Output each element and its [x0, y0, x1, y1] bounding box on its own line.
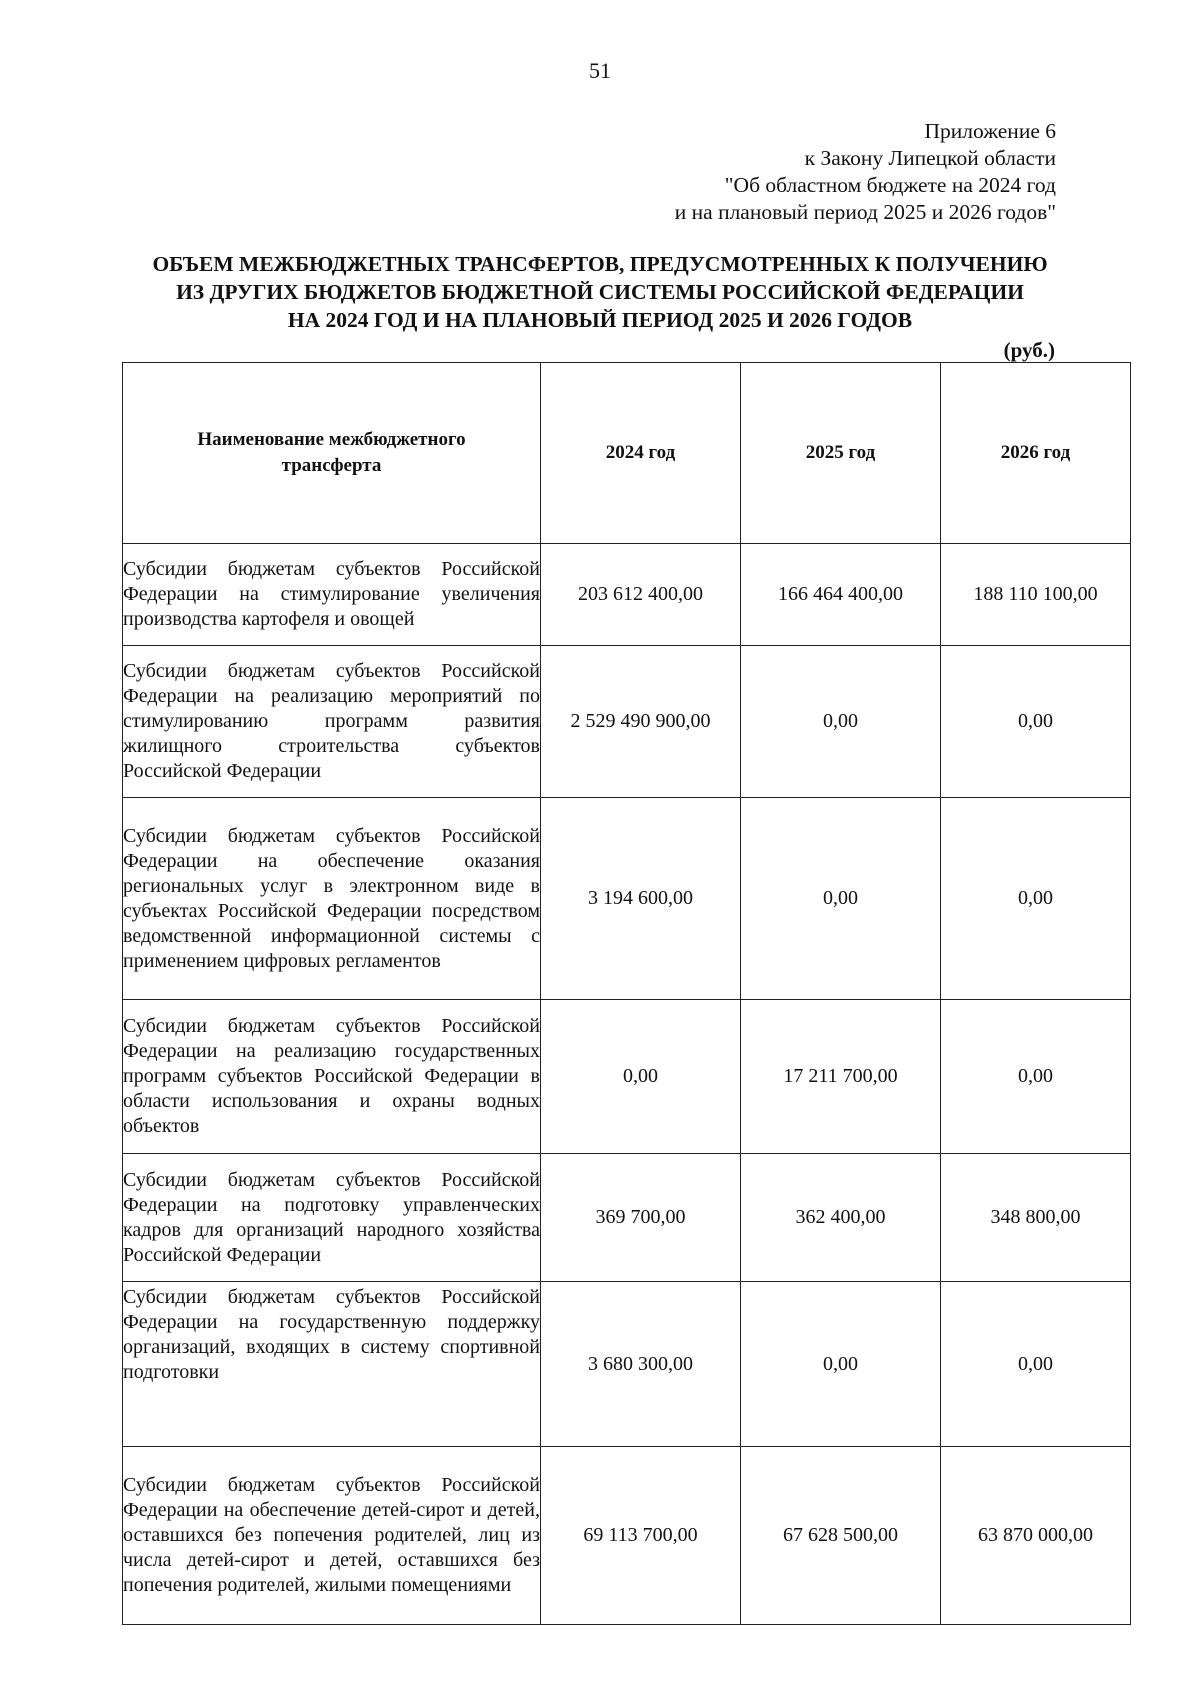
transfer-name: Субсидии бюджетам субъектов Российской Федерации на обеспечение детей-сирот и детей, оставшихся без попечения родителей, лиц из числа детей-сирот и детей, оставшихся без попечения родителей, жилыми помещениями [123, 1447, 541, 1625]
header-transfer-name: Наименование межбюджетного трансферта [123, 363, 541, 544]
amount-2024: 203 612 400,00 [541, 544, 741, 646]
document-title [0, 250, 1200, 334]
table-row [123, 1447, 1131, 1625]
transfer-name: Субсидии бюджетам субъектов Российской Федерации на реализацию государственных программ субъектов Российской Федерации в области использования и охраны водных объектов [123, 1000, 541, 1154]
amount-2025: 0,00 [741, 1282, 941, 1447]
amount-2026: 0,00 [941, 1282, 1131, 1447]
header-year-2024: 2024 год [541, 363, 741, 544]
table-row [123, 646, 1131, 798]
title-line: ИЗ ДРУГИХ БЮДЖЕТОВ БЮДЖЕТНОЙ СИСТЕМЫ РОССИЙСКОЙ ФЕДЕРАЦИИ [176, 280, 1024, 304]
table-row [123, 798, 1131, 1000]
amount-2024: 369 700,00 [541, 1154, 741, 1282]
amount-2026: 0,00 [941, 1000, 1131, 1154]
transfer-name: Субсидии бюджетам субъектов Российской Федерации на государственную поддержку организаций, входящих в систему спортивной подготовки [123, 1282, 541, 1447]
amount-2025: 166 464 400,00 [741, 544, 941, 646]
transfer-name: Субсидии бюджетам субъектов Российской Федерации на стимулирование увеличения производства картофеля и овощей [123, 544, 541, 646]
amount-2026: 188 110 100,00 [941, 544, 1131, 646]
amount-2026: 0,00 [941, 798, 1131, 1000]
currency-unit: (руб.) [1003, 338, 1055, 362]
amount-2024: 3 194 600,00 [541, 798, 741, 1000]
table-row [123, 1282, 1131, 1447]
appendix-line: к Закону Липецкой области [804, 146, 1056, 170]
page-number: 51 [589, 58, 611, 83]
table-row [123, 544, 1131, 646]
amount-2024: 0,00 [541, 1000, 741, 1154]
amount-2024: 2 529 490 900,00 [541, 646, 741, 798]
table-row [123, 1154, 1131, 1282]
amount-2025: 17 211 700,00 [741, 1000, 941, 1154]
amount-2025: 362 400,00 [741, 1154, 941, 1282]
transfer-name: Субсидии бюджетам субъектов Российской Федерации на реализацию мероприятий по стимулированию программ развития жилищного строительства субъектов Российской Федерации [123, 646, 541, 798]
header-year-2026: 2026 год [941, 363, 1131, 544]
amount-2025: 0,00 [741, 646, 941, 798]
transfers-table [122, 362, 1131, 1625]
amount-2025: 0,00 [741, 798, 941, 1000]
appendix-reference [675, 118, 1056, 226]
table-header-row [123, 363, 1131, 544]
appendix-line: и на плановый период 2025 и 2026 годов" [674, 200, 1056, 224]
appendix-line: "Об областном бюджете на 2024 год [724, 173, 1056, 197]
amount-2024: 3 680 300,00 [541, 1282, 741, 1447]
table-row [123, 1000, 1131, 1154]
transfer-name: Субсидии бюджетам субъектов Российской Федерации на обеспечение оказания региональных услуг в электронном виде в субъектах Российской Федерации посредством ведомственной информационной системы с применением цифровых регламентов [123, 798, 541, 1000]
amount-2026: 0,00 [941, 646, 1131, 798]
amount-2024: 69 113 700,00 [541, 1447, 741, 1625]
amount-2025: 67 628 500,00 [741, 1447, 941, 1625]
amount-2026: 348 800,00 [941, 1154, 1131, 1282]
transfer-name: Субсидии бюджетам субъектов Российской Федерации на подготовку управленческих кадров для организаций народного хозяйства Российской Федерации [123, 1154, 541, 1282]
header-year-2025: 2025 год [741, 363, 941, 544]
title-line: НА 2024 ГОД И НА ПЛАНОВЫЙ ПЕРИОД 2025 И 2026 ГОДОВ [287, 308, 913, 332]
amount-2026: 63 870 000,00 [941, 1447, 1131, 1625]
title-line: ОБЪЕМ МЕЖБЮДЖЕТНЫХ ТРАНСФЕРТОВ, ПРЕДУСМОТРЕННЫХ К ПОЛУЧЕНИЮ [152, 252, 1048, 276]
appendix-line: Приложение 6 [924, 119, 1056, 143]
